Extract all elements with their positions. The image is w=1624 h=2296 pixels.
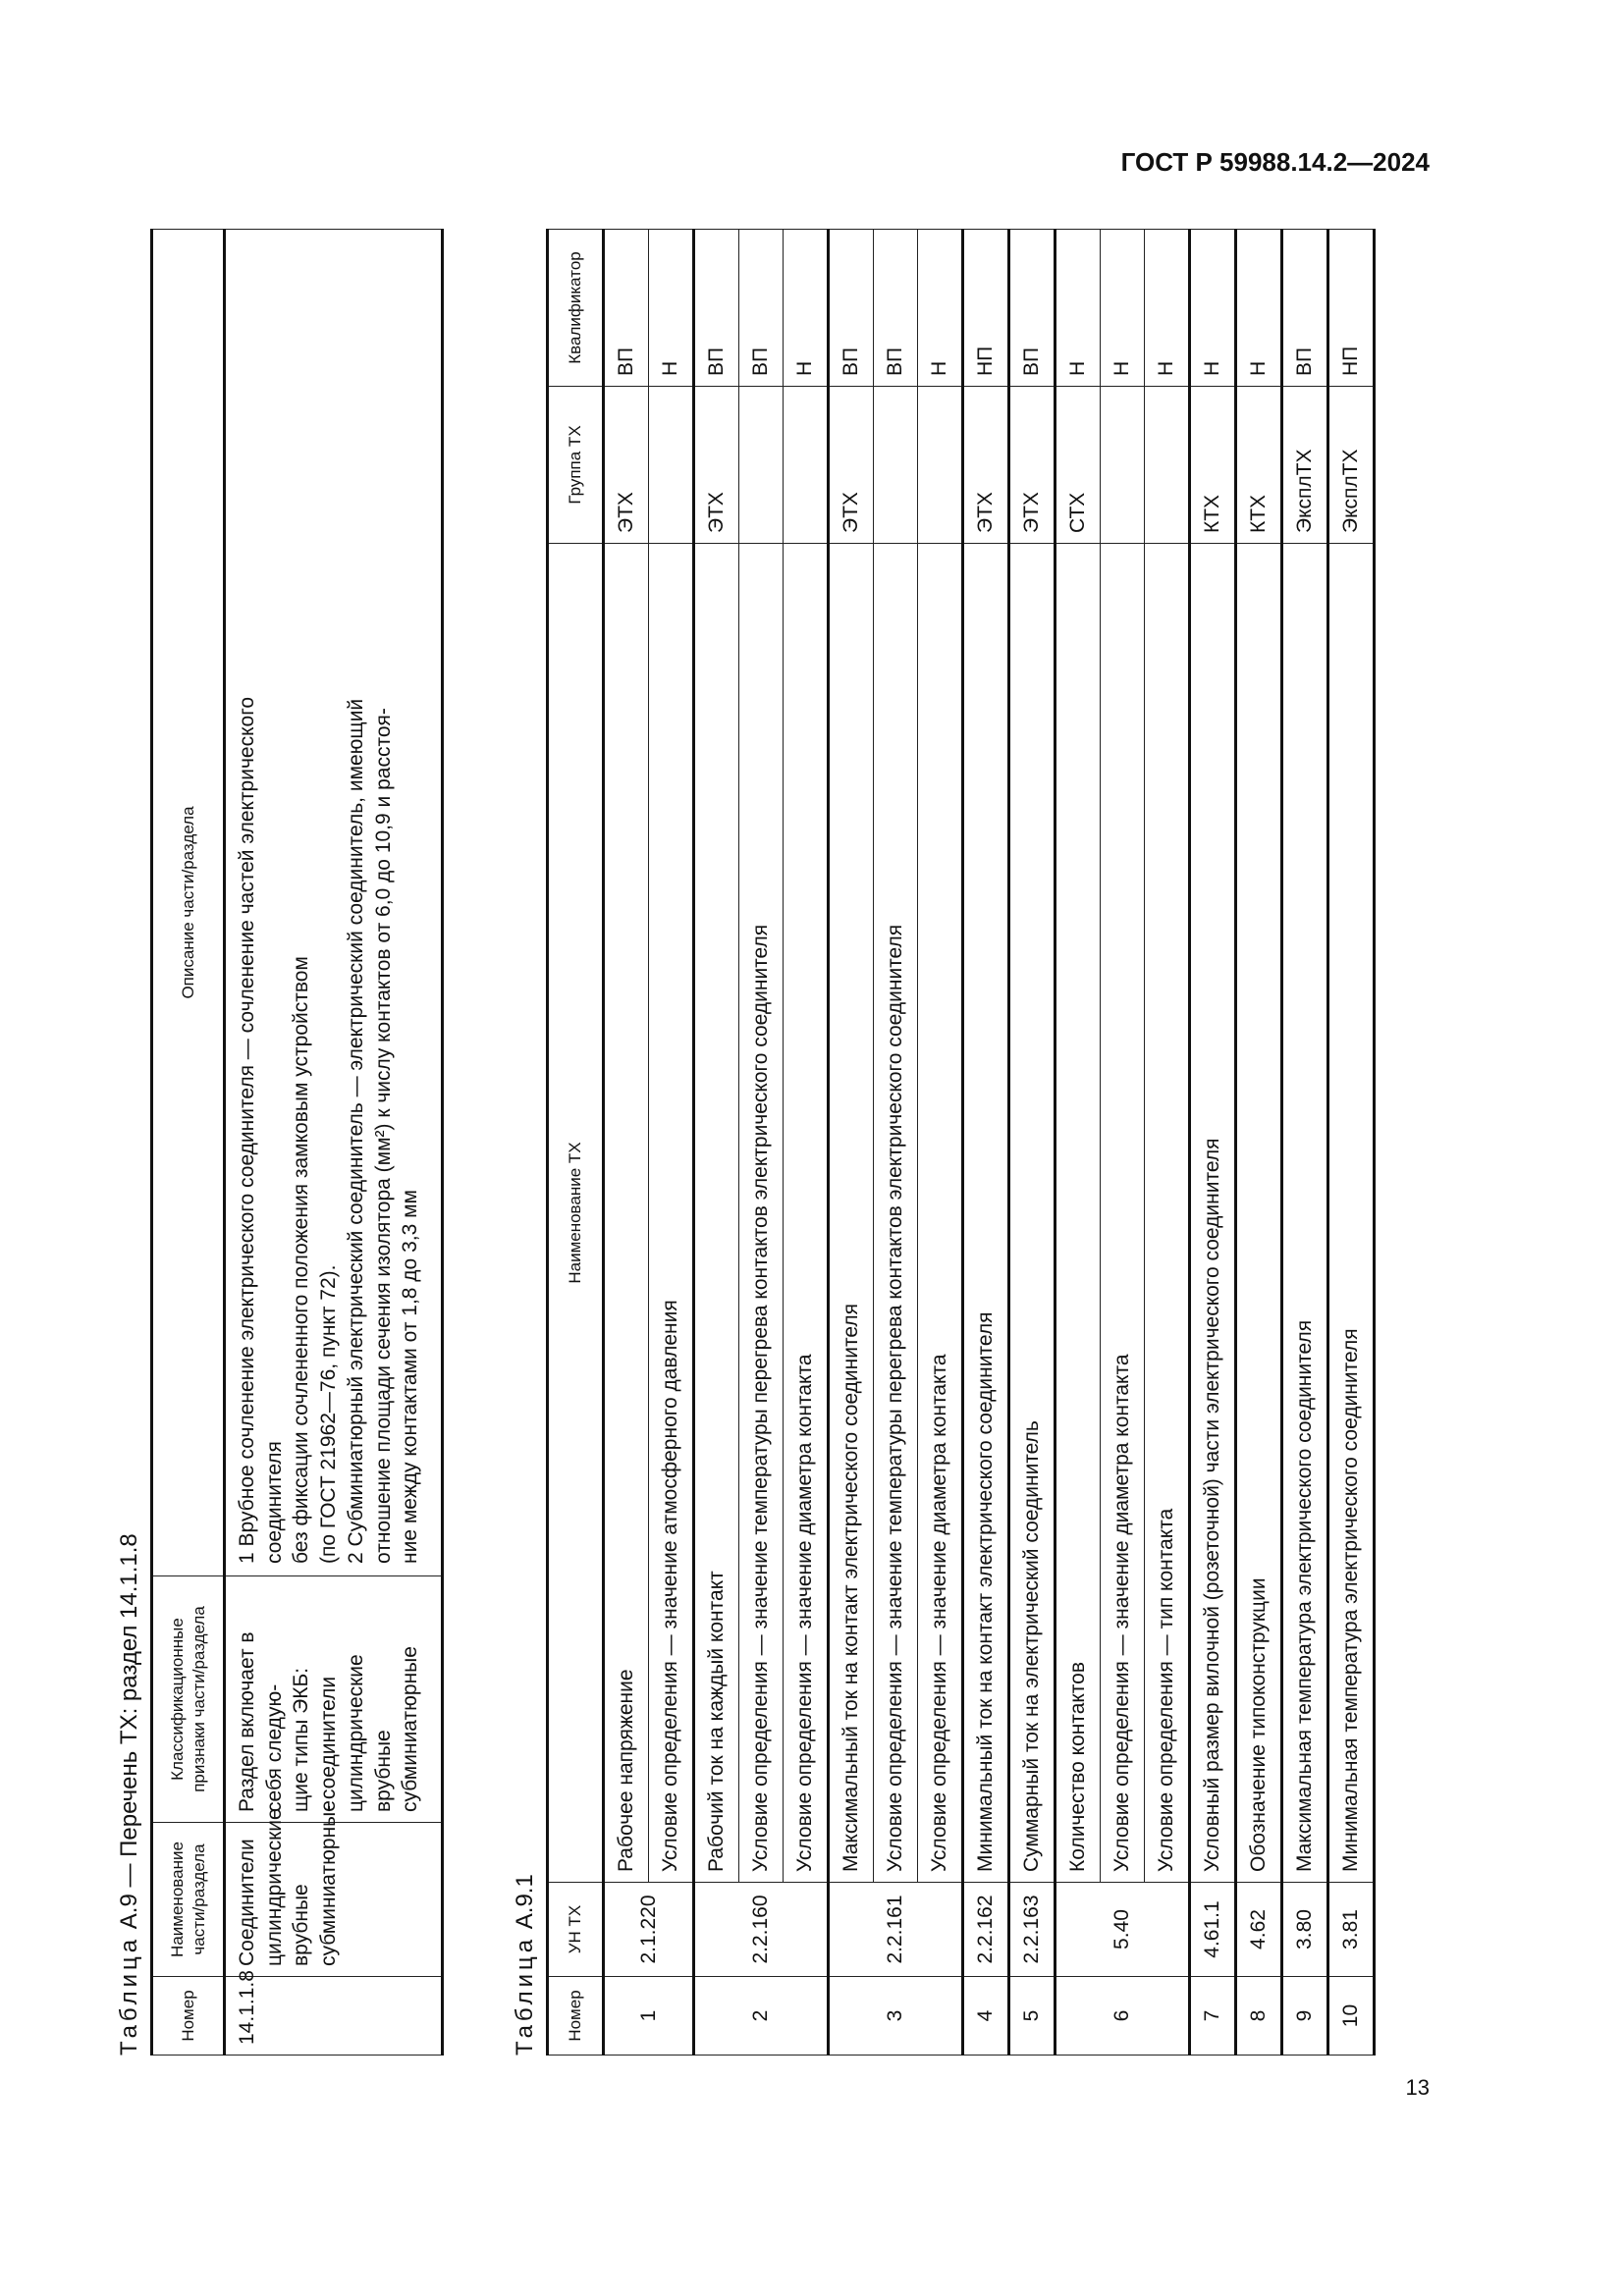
table-row (604, 230, 649, 2056)
cell-qualifier: ВП (739, 230, 784, 387)
cell-code: 4.61.1 (1190, 1883, 1236, 1977)
table-group (694, 230, 829, 2056)
header-number: Номер (548, 1977, 604, 2056)
cell-characteristic-name: Обозначение типоконструкции (1236, 544, 1282, 1883)
cell-description (225, 230, 443, 1576)
cell-characteristic-name: Минимальный ток на контакт электрического соединителя (963, 544, 1009, 1883)
table-a9-block (109, 230, 462, 2056)
cell-group: ЭксплТХ (1328, 387, 1375, 544)
cell-number: 3 (829, 1977, 963, 2056)
description-line: отношение площади сечения изолятора (мм²) к числу контактов от 6,0 до 10,9 и расстоя- (371, 708, 395, 1564)
table-row (874, 230, 918, 2056)
cell-qualifier: Н (1145, 230, 1190, 387)
cell-group: ЭТХ (963, 387, 1009, 544)
classification-line: Раздел включает в себя следую- (236, 1631, 286, 1812)
table-group (1009, 230, 1056, 2056)
table-a9-caption-text: А.9 — Перечень ТХ: раздел 14.1.1.8 (116, 1533, 142, 1936)
description-line: 1 Врубное сочленение электрического соединителя — сочленение частей электрического (236, 696, 258, 1564)
cell-number: 2 (694, 1977, 829, 2056)
table-group (1056, 230, 1190, 2056)
table-row (1101, 230, 1145, 2056)
cell-qualifier: Н (784, 230, 829, 387)
table-group (1328, 230, 1375, 2056)
cell-number: 10 (1328, 1977, 1375, 2056)
cell-qualifier: ВП (694, 230, 739, 387)
header-characteristic-name: Наименование ТХ (548, 544, 604, 1883)
cell-qualifier: Н (1236, 230, 1282, 387)
cell-qualifier: Н (918, 230, 963, 387)
cell-group (739, 387, 784, 544)
cell-group (1145, 387, 1190, 544)
table-row (963, 230, 1009, 2056)
cell-part-name: Соединители цилиндрические врубные субминиатюрные (225, 1823, 443, 1977)
cell-characteristic-name: Условие определения — значение температуры перегрева контактов электрического соединителя (739, 544, 784, 1883)
header-code: УН ТХ (548, 1883, 604, 1977)
cell-qualifier: ВП (1282, 230, 1328, 387)
table-a91-caption-text: А.9.1 (512, 1874, 538, 1936)
cell-code: 2.2.160 (694, 1883, 829, 1977)
cell-number: 6 (1056, 1977, 1190, 2056)
cell-qualifier: Н (649, 230, 694, 387)
cell-group: КТХ (1190, 387, 1236, 544)
cell-qualifier: ВП (1009, 230, 1056, 387)
cell-code: 2.2.161 (829, 1883, 963, 1977)
description-line: ние между контактами от 1,8 до 3,3 мм (399, 1190, 422, 1564)
classification-line: врубные субминиатюрные (371, 1646, 422, 1812)
table-row (739, 230, 784, 2056)
table-row (1282, 230, 1328, 2056)
cell-qualifier: Н (1101, 230, 1145, 387)
table-row (1190, 230, 1236, 2056)
cell-characteristic-name: Суммарный ток на электрический соединитель (1009, 544, 1056, 1883)
cell-qualifier: НП (1328, 230, 1375, 387)
table-a91-header-row (548, 230, 604, 2056)
cell-classification (225, 1576, 443, 1823)
cell-group: ЭТХ (829, 387, 874, 544)
cell-group (1101, 387, 1145, 544)
cell-characteristic-name: Условие определения — тип контакта (1145, 544, 1190, 1883)
cell-characteristic-name: Количество контактов (1056, 544, 1101, 1883)
cell-number: 1 (604, 1977, 694, 2056)
table-group (1282, 230, 1328, 2056)
table-group (1236, 230, 1282, 2056)
cell-characteristic-name: Условие определения — значение атмосферного давления (649, 544, 694, 1883)
table-group (829, 230, 963, 2056)
document-code: ГОСТ Р 59988.14.2—2024 (1120, 147, 1430, 177)
table-row (1236, 230, 1282, 2056)
cell-code: 4.62 (1236, 1883, 1282, 1977)
table-row (829, 230, 874, 2056)
cell-code: 3.80 (1282, 1883, 1328, 1977)
header-group: Группа ТХ (548, 387, 604, 544)
description-line: (по ГОСТ 21962—76, пункт 72). (317, 1264, 341, 1564)
cell-group: ЭТХ (694, 387, 739, 544)
cell-number: 5 (1009, 1977, 1056, 2056)
cell-code: 2.2.163 (1009, 1883, 1056, 1977)
table-a9-caption (109, 230, 150, 2056)
cell-group: ЭксплТХ (1282, 387, 1328, 544)
table-row (225, 230, 443, 2056)
table-row (784, 230, 829, 2056)
table-group (604, 230, 694, 2056)
table-group (963, 230, 1009, 2056)
table-row (694, 230, 739, 2056)
table-row (918, 230, 963, 2056)
cell-number: 9 (1282, 1977, 1328, 2056)
cell-characteristic-name: Условие определения — значение температуры перегрева контактов электрического соединителя (874, 544, 918, 1883)
cell-number: 8 (1236, 1977, 1282, 2056)
table-group (1190, 230, 1236, 2056)
cell-characteristic-name: Условие определения — значение диаметра контакта (1101, 544, 1145, 1883)
cell-code: 5.40 (1056, 1883, 1190, 1977)
cell-number: 4 (963, 1977, 1009, 2056)
cell-group (784, 387, 829, 544)
table-row (649, 230, 694, 2056)
cell-group (649, 387, 694, 544)
table-a91-block (505, 230, 1428, 2056)
table-a91-caption-prefix: Таблица (512, 1935, 538, 2056)
cell-qualifier: ВП (829, 230, 874, 387)
cell-group: КТХ (1236, 387, 1282, 544)
cell-qualifier: ВП (874, 230, 918, 387)
cell-characteristic-name: Условие определения — значение диаметра контакта (784, 544, 829, 1883)
table-a9-caption-prefix: Таблица (116, 1935, 142, 2056)
header-classification: Классификационные признаки части/раздела (152, 1576, 225, 1823)
cell-qualifier: Н (1056, 230, 1101, 387)
cell-characteristic-name: Рабочее напряжение (604, 544, 649, 1883)
header-qualifier: Квалификатор (548, 230, 604, 387)
cell-number: 14.1.1.8 (225, 1977, 443, 2056)
table-a91-caption (505, 230, 546, 2056)
cell-characteristic-name: Рабочий ток на каждый контакт (694, 544, 739, 1883)
table-a91 (546, 229, 1376, 2056)
cell-characteristic-name: Максимальная температура электрического соединителя (1282, 544, 1328, 1883)
table-a9 (150, 229, 444, 2056)
description-line: 2 Субминиатюрный электрический соединитель — электрический соединитель, имеющий (344, 698, 367, 1564)
cell-group (918, 387, 963, 544)
cell-group: ЭТХ (1009, 387, 1056, 544)
cell-group: ЭТХ (604, 387, 649, 544)
cell-code: 3.81 (1328, 1883, 1375, 1977)
classification-line: щие типы ЭКБ: (290, 1667, 313, 1812)
table-row (1009, 230, 1056, 2056)
cell-qualifier: Н (1190, 230, 1236, 387)
table-row (1056, 230, 1101, 2056)
header-number: Номер (152, 1977, 225, 2056)
cell-characteristic-name: Минимальная температура электрического соединителя (1328, 544, 1375, 1883)
description-line: без фиксации сочлененного положения замковым устройством (290, 956, 313, 1564)
cell-group (874, 387, 918, 544)
cell-qualifier: ВП (604, 230, 649, 387)
table-a9-header-row (152, 230, 225, 2056)
classification-line: - соединители цилиндрические (317, 1654, 367, 1812)
cell-characteristic-name: Условие определения — значение диаметра контакта (918, 544, 963, 1883)
cell-group: СТХ (1056, 387, 1101, 544)
description-line: соединителя (262, 1441, 286, 1564)
cell-code: 2.2.162 (963, 1883, 1009, 1977)
table-row (1145, 230, 1190, 2056)
page-number: 13 (1405, 2075, 1430, 2100)
cell-qualifier: НП (963, 230, 1009, 387)
cell-characteristic-name: Максимальный ток на контакт электрического соединителя (829, 544, 874, 1883)
cell-code: 2.1.220 (604, 1883, 694, 1977)
table-row (1328, 230, 1375, 2056)
cell-characteristic-name: Условный размер вилочной (розеточной) части электрического соединителя (1190, 544, 1236, 1883)
header-description: Описание части/раздела (152, 230, 225, 1576)
header-part-name: Наименование части/раздела (152, 1823, 225, 1977)
cell-number: 7 (1190, 1977, 1236, 2056)
